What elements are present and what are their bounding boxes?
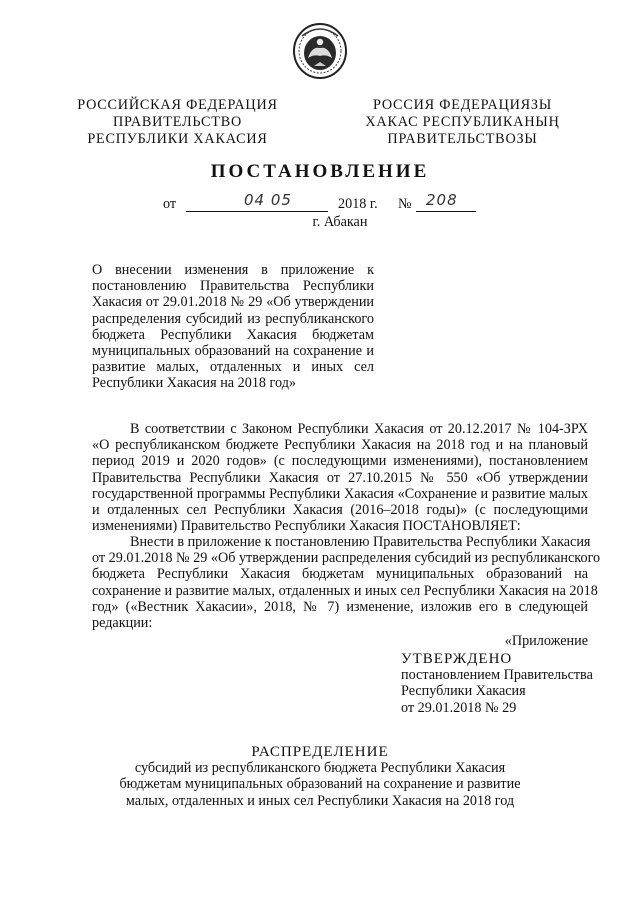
paragraph-line: Правительства Республики Хакасия от 27.10.2015 № 550 «Об утверждении (92, 469, 588, 486)
paragraph-line: от 29.01.2018 № 29 «Об утверждении распределения субсидий из республиканского (92, 550, 601, 567)
distribution-line: бюджетам муниципальных образований на сохранение и развитие (119, 776, 521, 793)
paragraph-line: изменениями) Правительство Республики Хакасия ПОСТАНОВЛЯЕТ: (92, 518, 521, 535)
date-prefix: от (163, 196, 177, 212)
preamble-paragraph (92, 421, 588, 534)
paragraph-line: «О республиканском бюджете Республики Хакасия на 2018 год и на плановый (92, 437, 588, 454)
paragraph-line: государственной программы Республики Хакасия «Сохранение и развитие малых (92, 485, 588, 502)
header-left-block (70, 97, 285, 148)
distribution-line: субсидий из республиканского бюджета Республики Хакасия (134, 760, 506, 777)
paragraph-line: сохранение и развитие малых, отдаленных и иных сел Республики Хакасия на 2018 (92, 582, 598, 599)
handwritten-number: 208 (426, 191, 458, 209)
header-right-line: ПРАВИТЕЛЬСТВОЗЫ (387, 131, 538, 147)
paragraph-line: и отдаленных сел Республики Хакасия (2016–2018 годы)» (с последующими (92, 502, 588, 519)
approval-line: постановлением Правительства (401, 667, 593, 684)
distribution-heading: РАСПРЕДЕЛЕНИЕ (251, 744, 389, 760)
handwritten-date: 04 05 (244, 191, 292, 209)
subject-line: Республики Хакасия на 2018 год» (92, 375, 297, 392)
subject-line: О внесении изменения в приложение к (92, 262, 374, 278)
resolution-paragraph (92, 534, 601, 632)
approval-heading: УТВЕРЖДЕНО (401, 651, 513, 667)
annex-label: «Приложение (504, 633, 588, 649)
paragraph-line: период 2019 и 2020 годов» (с последующими изменениями), постановлением (92, 453, 588, 470)
subject-line: распределения субсидий из республиканского (92, 310, 374, 327)
subject-line: развитие малых, отдаленных и иных сел (92, 359, 374, 376)
header-right-line: ХАКАС РЕСПУБЛИКАНЫҢ (365, 114, 560, 130)
distribution-heading-block (0, 744, 640, 809)
coat-of-arms-emblem (292, 22, 348, 80)
number-sign: № (398, 196, 412, 212)
paragraph-line: Внести в приложение к постановлению Правительства Республики Хакасия (130, 534, 591, 550)
paragraph-line: бюджета Республики Хакасия бюджетам муниципальных образований на (92, 566, 588, 583)
date-year: 2018 г. (338, 196, 378, 212)
approval-line: Республики Хакасия (401, 683, 526, 700)
approval-line: от 29.01.2018 № 29 (401, 699, 517, 716)
approval-block (401, 651, 601, 716)
header-left-line: РЕСПУБЛИКИ ХАКАСИЯ (87, 131, 268, 147)
distribution-line: малых, отдаленных и иных сел Республики Хакасия на 2018 год (125, 792, 515, 809)
subject-line: муниципальных образований на сохранение и (92, 343, 374, 360)
paragraph-line: В соответствии с Законом Республики Хакасия от 20.12.2017 № 104-ЗРХ (130, 421, 588, 437)
paragraph-line: редакции: (92, 615, 153, 632)
document-subject (92, 262, 374, 392)
subject-line: Хакасия от 29.01.2018 № 29 «Об утверждении (92, 294, 374, 311)
header-right-line: РОССИЯ ФЕДЕРАЦИЯЗЫ (372, 97, 553, 113)
header-left-line: ПРАВИТЕЛЬСТВО (112, 114, 243, 130)
document-title: ПОСТАНОВЛЕНИЕ (210, 161, 430, 182)
header-left-line: РОССИЙСКАЯ ФЕДЕРАЦИЯ (77, 97, 278, 113)
paragraph-line: год» («Вестник Хакасии», 2018, № 7) изменение, изложив его в следующей (92, 598, 588, 615)
subject-line: постановлению Правительства Республики (92, 278, 374, 295)
city-name: г. Абакан (312, 214, 368, 230)
subject-line: бюджета Республики Хакасия бюджетам (92, 326, 374, 343)
header-right-block (355, 97, 570, 148)
